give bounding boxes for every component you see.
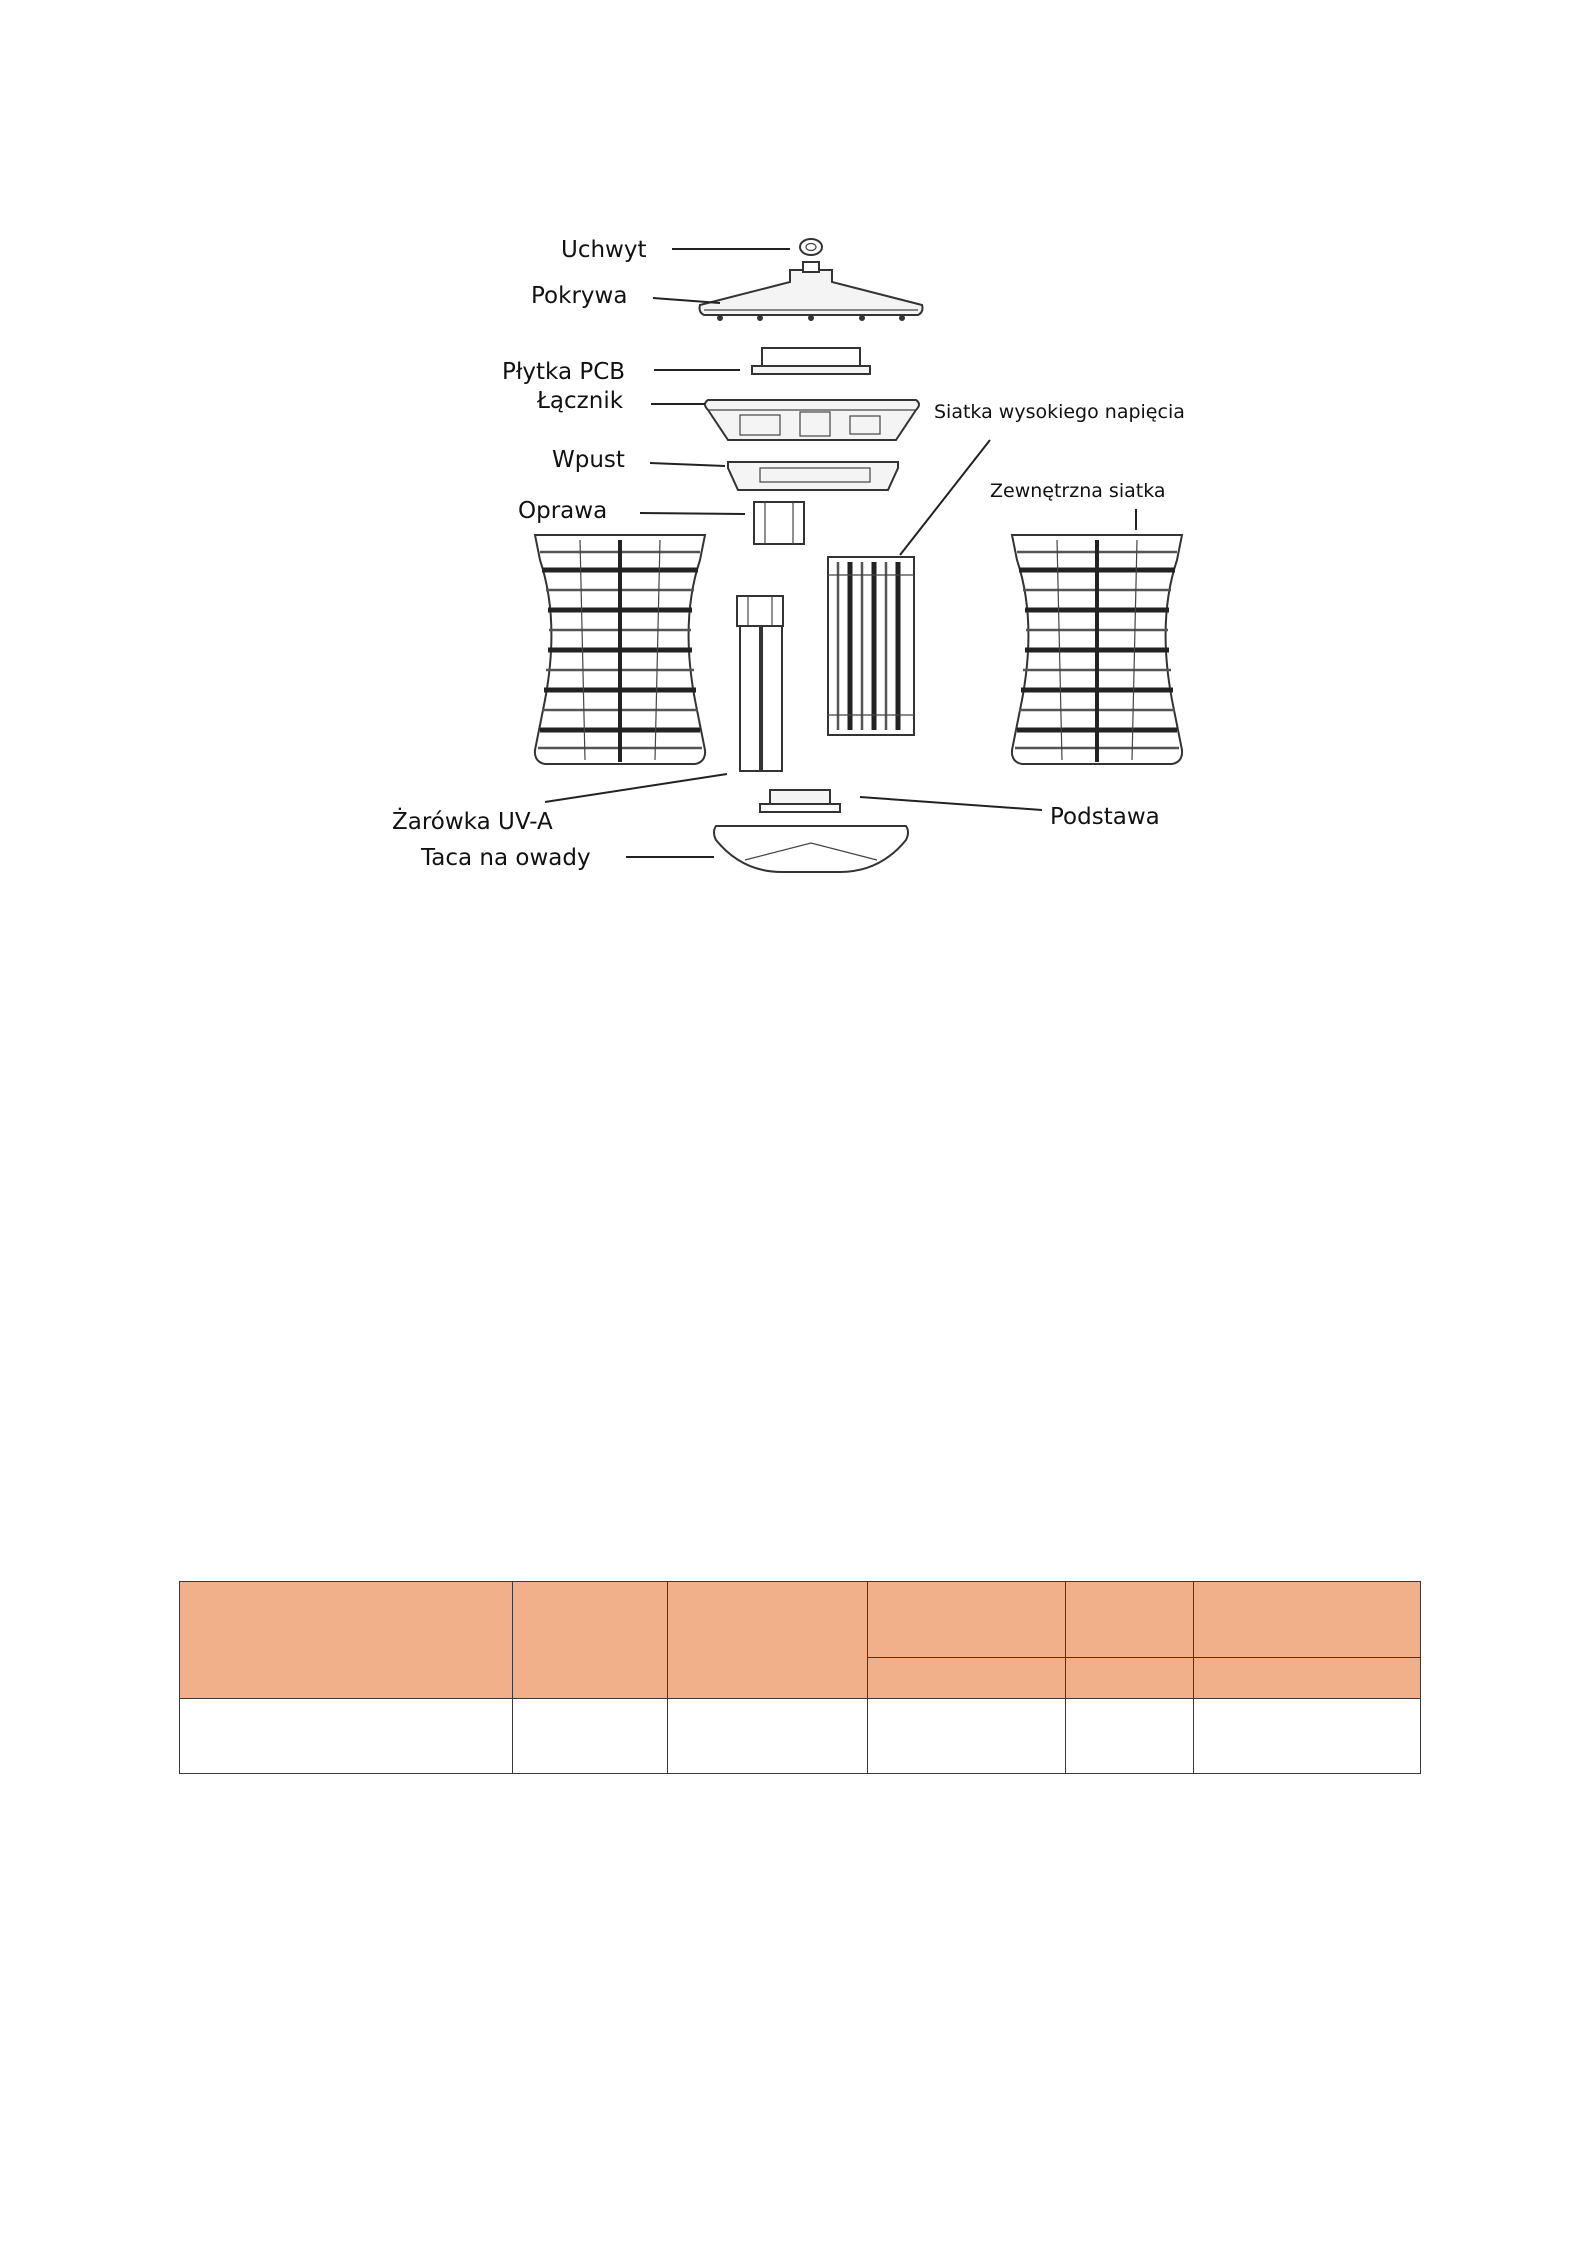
specification-table [179,1581,1421,1774]
table-header-cell [668,1582,868,1699]
table-header-cell [868,1582,1066,1658]
table-subheader-cell [868,1658,1066,1699]
table-header-cell [1066,1582,1194,1658]
label-pokrywa: Pokrywa [531,283,628,309]
label-zarowka-uva: Żarówka UV-A [392,809,553,835]
table-cell [513,1699,668,1774]
label-taca-na-owady: Taca na owady [421,845,591,871]
handle-part [800,239,822,255]
table-cell [1194,1699,1421,1774]
table-header-cell [180,1582,513,1699]
label-uchwyt: Uchwyt [561,237,647,263]
connector-part [705,400,919,440]
table-subheader-cell [1194,1658,1421,1699]
table-row [180,1699,1421,1774]
table-cell [868,1699,1066,1774]
base-part [760,790,840,812]
exploded-view-diagram [0,0,1588,900]
label-siatka-wysokiego-napiecia: Siatka wysokiego napięcia [934,401,1185,423]
right-outer-mesh-part [1012,535,1182,764]
label-zewnetrzna-siatka: Zewnętrzna siatka [990,480,1166,502]
label-podstawa: Podstawa [1050,804,1160,830]
table-header-cell [513,1582,668,1699]
pcb-part [752,348,870,374]
table-cell [180,1699,513,1774]
table-cell [668,1699,868,1774]
inlet-part [728,462,898,490]
table-header-cell [1194,1582,1421,1658]
table-cell [1066,1699,1194,1774]
lid-part [700,262,923,321]
label-lacznik: Łącznik [537,388,624,414]
left-outer-mesh-part [535,535,705,764]
socket-part [754,502,804,544]
high-voltage-grid-part [828,557,914,735]
uv-bulb-part [737,596,783,771]
insect-tray-part [714,826,908,872]
label-wpust: Wpust [552,447,625,473]
label-plytka-pcb: Płytka PCB [502,359,626,385]
table-subheader-cell [1066,1658,1194,1699]
table-header-row [180,1582,1421,1658]
label-oprawa: Oprawa [518,498,608,524]
